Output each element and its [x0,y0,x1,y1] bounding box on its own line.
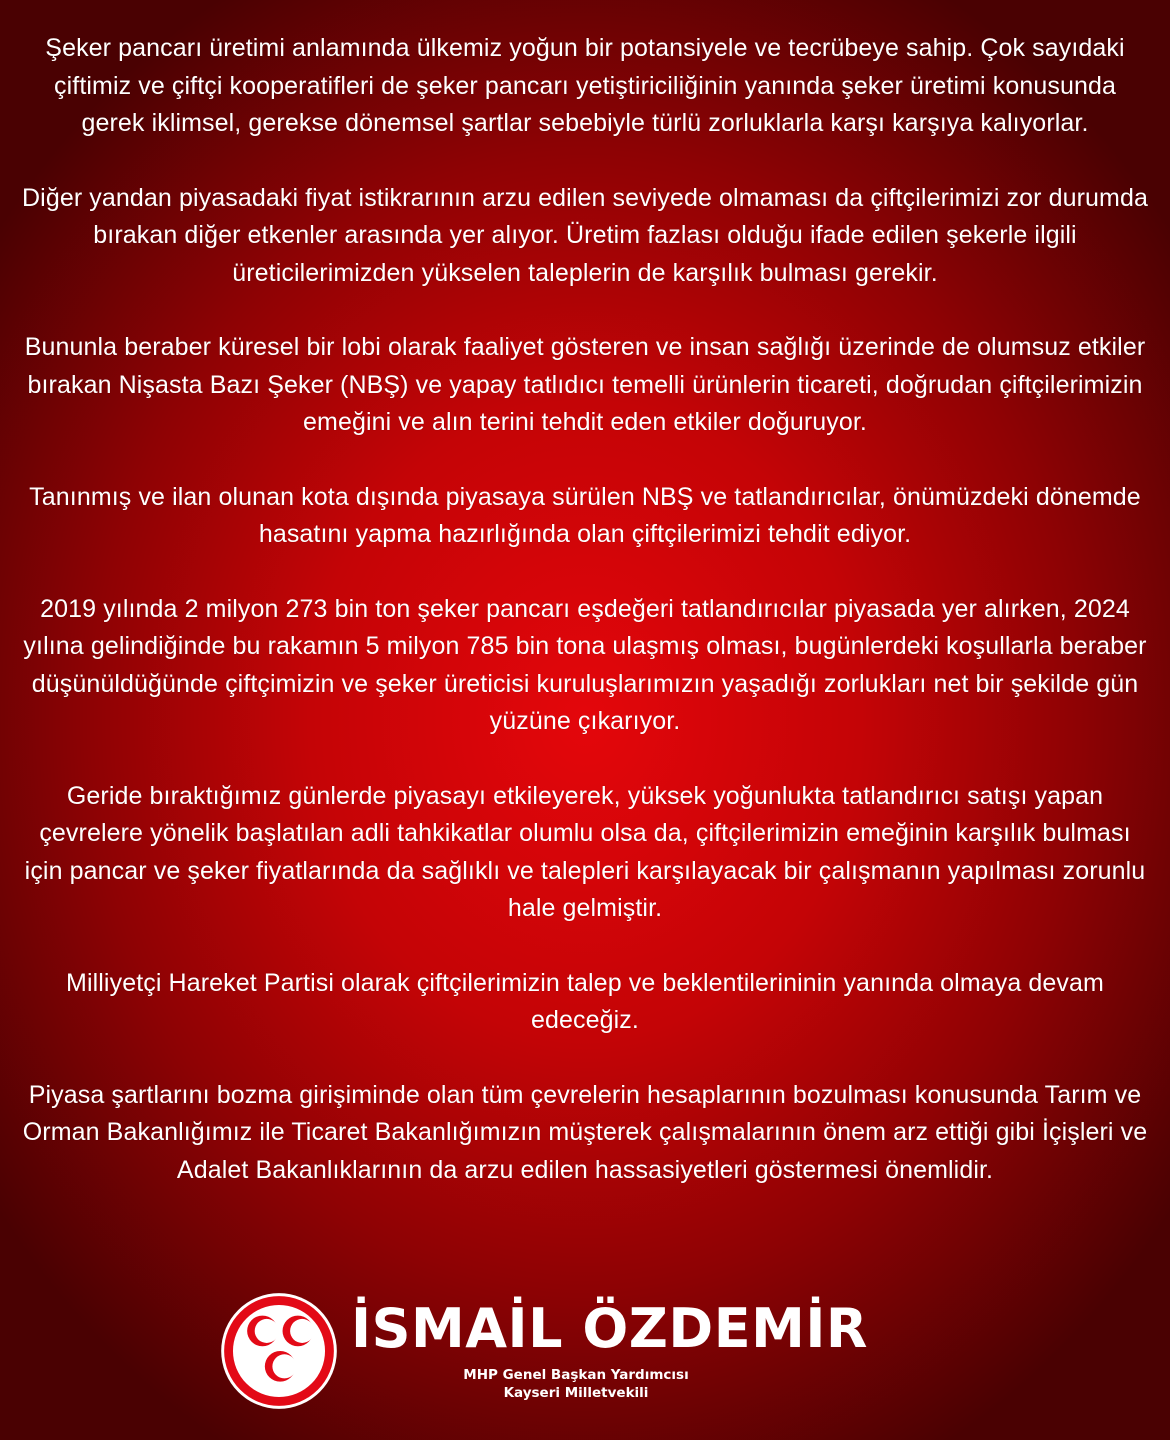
mhp-three-crescents-icon [220,1292,338,1410]
signatory-title: MHP Genel Başkan Yardımcısı [463,1367,689,1383]
signatory-name: İSMAİL ÖZDEMİR [351,1297,868,1360]
paragraph-1: Şeker pancarı üretimi anlamında ülkemiz yoğun bir potansiyele ve tecrübeye sahip. Çok sayıdaki çiftimiz ve çiftçi kooperatifleri de şeker pancarı yetiştiriciliğinin yanında şeker üretimi konusunda gerek iklimsel, gerekse dönemsel şartlar sebebiyle türlü zorluklarla karşı karşıya kalıyorlar. [45,34,1125,137]
paragraph-6: Geride bıraktığımız günlerde piyasayı etkileyerek, yüksek yoğunlukta tatlandırıcı satışı yapan çevrelere yönelik başlatılan adli tahkikatlar olumlu olsa da, çiftçilerimizin emeğinin karşılık bulması için pancar ve şeker fiyatlarında da sağlıklı ve talepleri karşılayacak bir çalışmanın yapılması zorunlu hale gelmiştir. [24,781,1146,922]
paragraph-2: Diğer yandan piyasadaki fiyat istikrarının arzu edilen seviyede olmaması da çiftçilerimizi zor durumda bırakan diğer etkenler arasında yer alıyor. Üretim fazlası olduğu ifade edilen şekerle ilgili üreticilerimizden yükselen taleplerin de karşılık bulması gerekir. [22,183,1148,287]
paragraph-3: Bununla beraber küresel bir lobi olarak faaliyet gösteren ve insan sağlığı üzerinde de olumsuz etkiler bırakan Nişasta Bazı Şeker (NBŞ) ve yapay tatlıdıcı temelli ürünlerin ticareti, doğrudan çiftçilerimizin emeğini ve alın terini tehdit eden etkiler doğuruyor. [24,333,1146,436]
paragraph-4: Tanınmış ve ilan olunan kota dışında piyasaya sürülen NBŞ ve tatlandırıcılar, önümüzdeki dönemde hasatını yapma hazırlığında olan çiftçilerimizi tehdit ediyor. [29,482,1141,548]
paragraph-7: Milliyetçi Hareket Partisi olarak çiftçilerimizin talep ve beklentilerininin yanında olmaya devam edeceğiz. [66,968,1104,1034]
signature-block [220,1292,880,1410]
paragraph-5: 2019 yılında 2 milyon 273 bin ton şeker pancarı eşdeğeri tatlandırıcılar piyasada yer alırken, 2024 yılına gelindiğinde bu rakamın 5 milyon 785 bin tona ulaşmış olması, bugünlerdeki koşullarla beraber düşünüldüğünde çiftçimizin ve şeker üreticisi kuruluşlarımızın yaşadığı zorlukları net bir şekilde gün yüzüne çıkarıyor. [23,594,1147,735]
statement-text [20,30,1150,1226]
paragraph-8: Piyasa şartlarını bozma girişiminde olan tüm çevrelerin hesaplarının bozulması konusunda Tarım ve Orman Bakanlığımız ile Ticaret Bakanlığımızın müşterek çalışmalarının önem arz ettiği gibi İçişleri ve Adalet Bakanlıklarının da arzu edilen hassasiyetleri göstermesi önemlidir. [22,1080,1148,1184]
signatory-constituency: Kayseri Milletvekili [503,1385,649,1401]
